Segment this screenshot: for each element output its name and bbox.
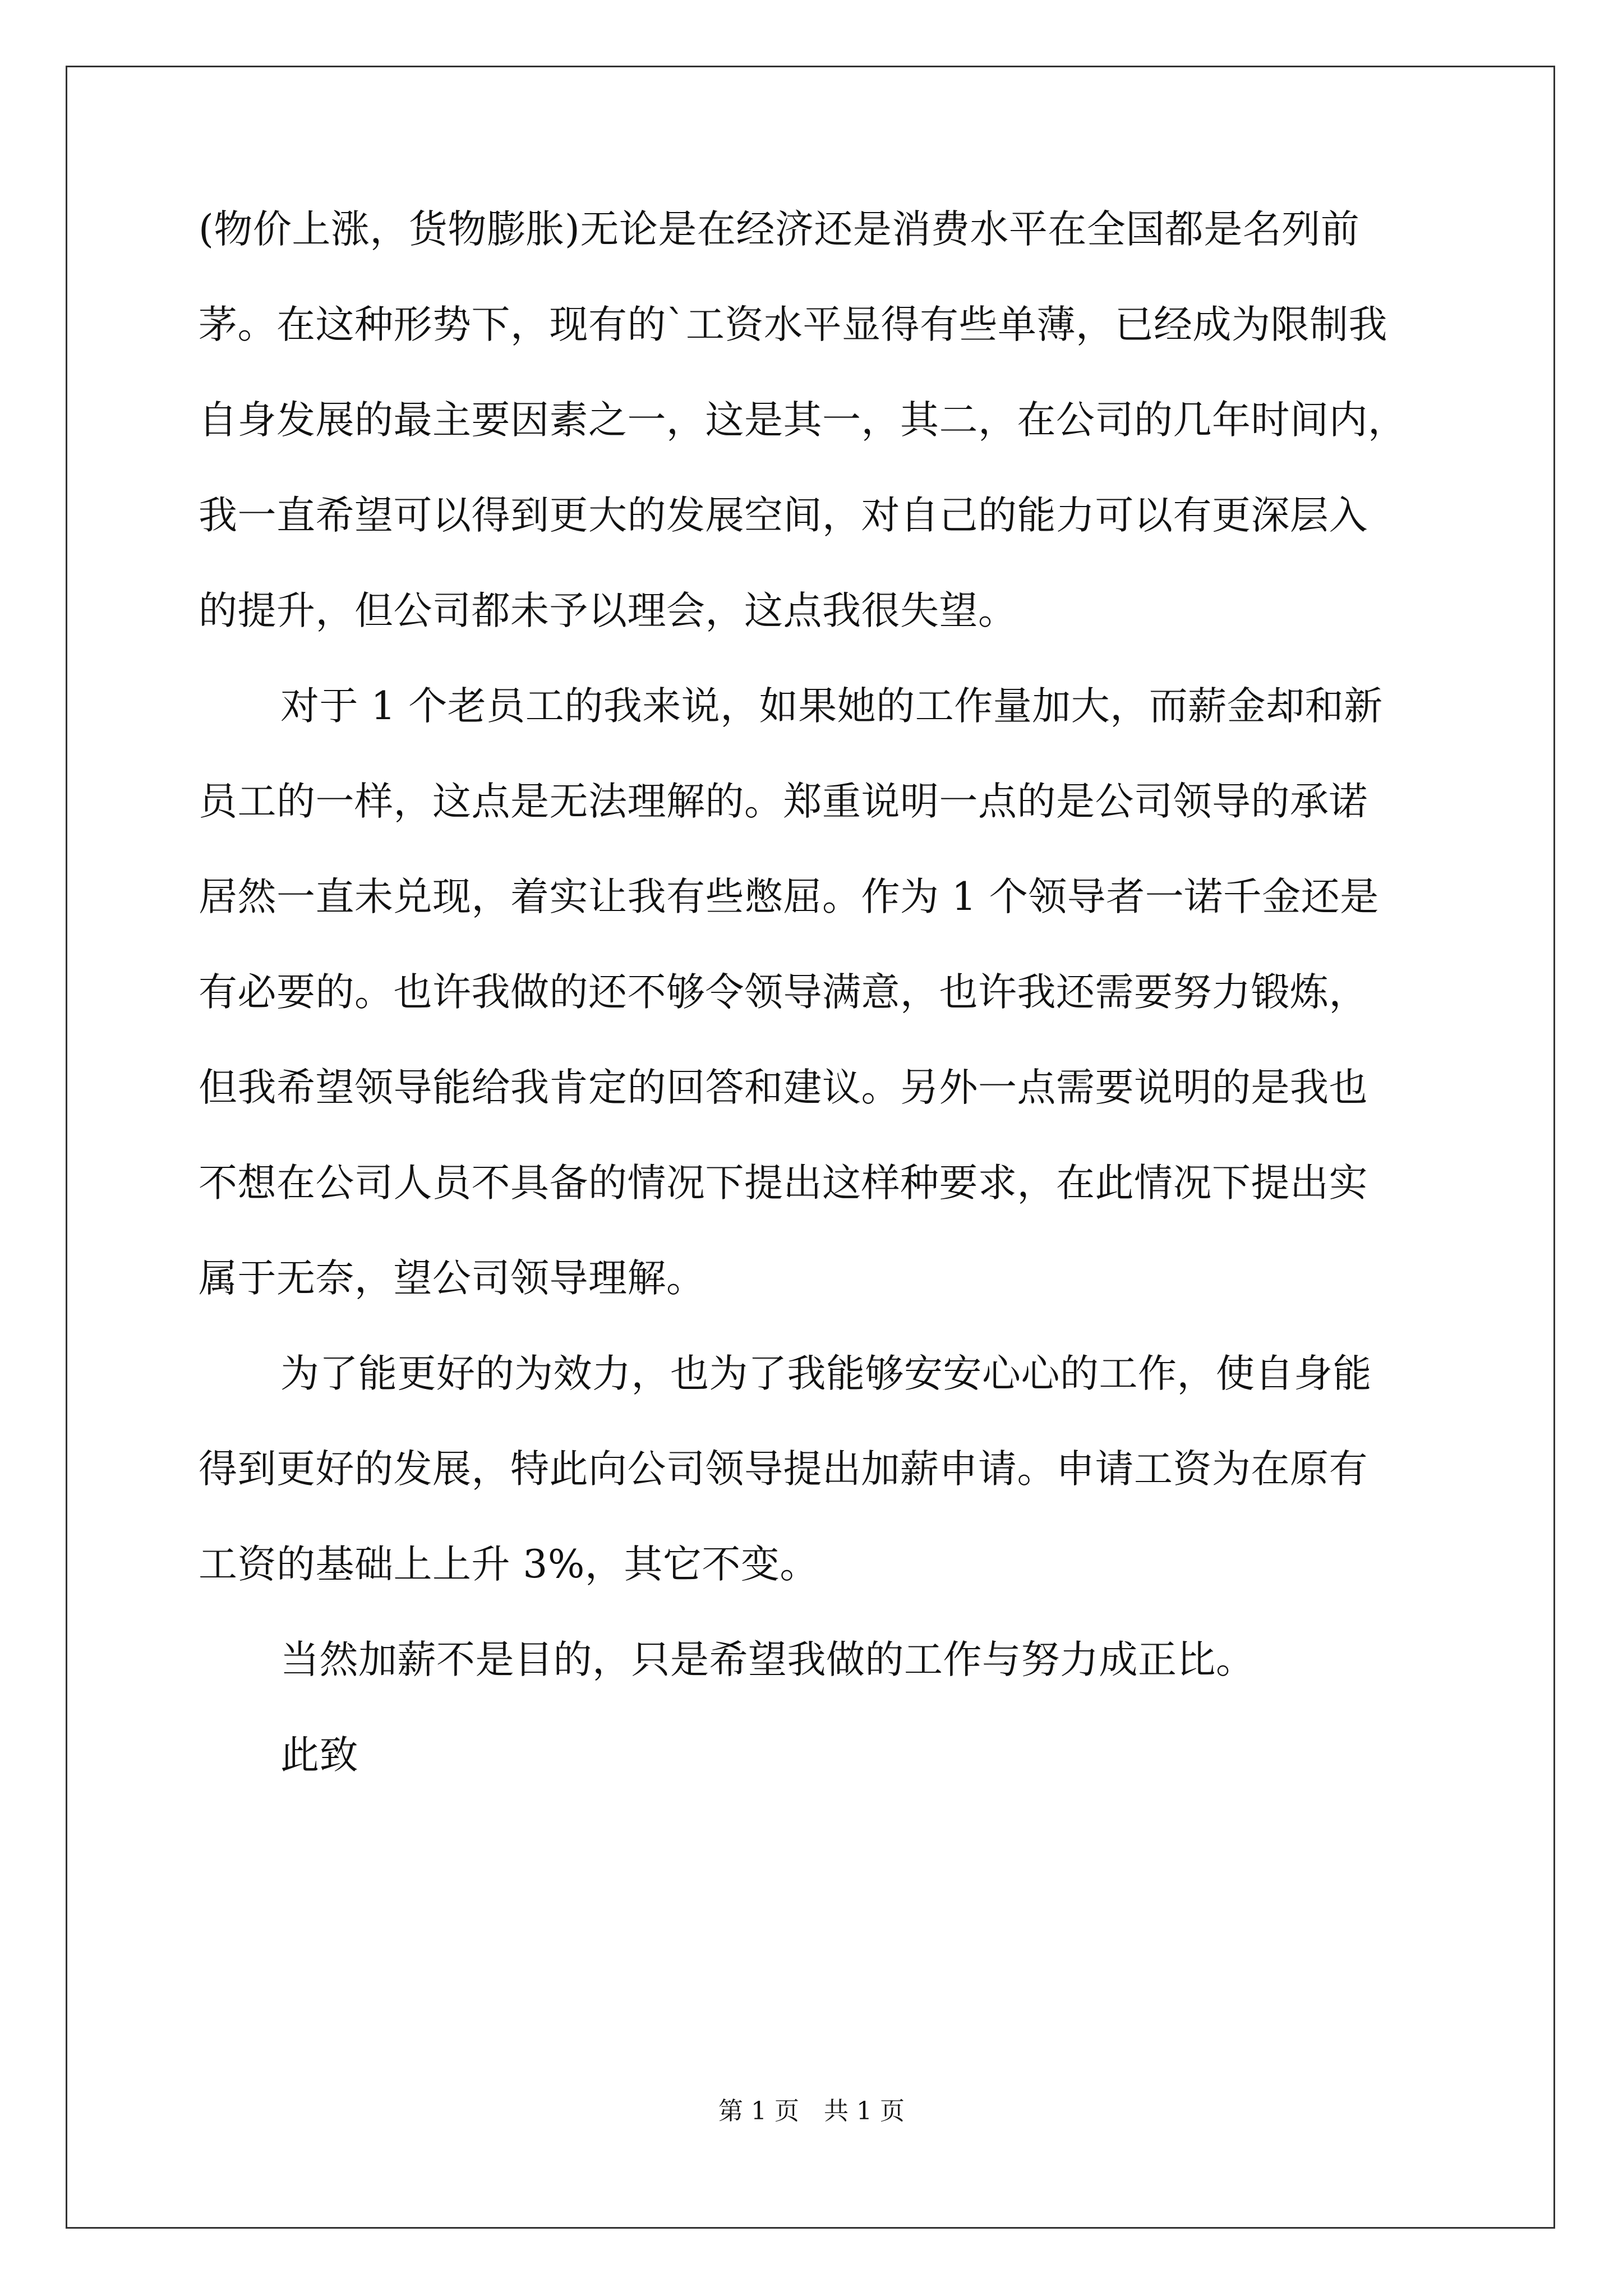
closing-salutation: 此致	[280, 1733, 358, 1778]
paragraph-start-line: 为了能更好的为效力，也为了我能够安安心心的工作，使自身能	[280, 1351, 1372, 1396]
page-border	[66, 66, 1555, 2229]
text-line: 自身发展的最主要因素之一，这是其一，其二，在公司的几年时间内，	[199, 398, 1407, 443]
text-line: 我一直希望可以得到更大的发展空间，对自己的能力可以有更深层入	[199, 493, 1368, 538]
text-line: 员工的一样，这点是无法理解的。郑重说明一点的是公司领导的承诺	[199, 779, 1368, 824]
text-line: 的提升，但公司都未予以理会，这点我很失望。	[199, 588, 1017, 633]
text-line: 工资的基础上上升 3%，其它不变。	[199, 1542, 819, 1587]
text-line: 但我希望领导能给我肯定的回答和建议。另外一点需要说明的是我也	[199, 1065, 1368, 1110]
text-line: 有必要的。也许我做的还不够令领导满意，也许我还需要努力锻炼，	[199, 970, 1368, 1015]
text-line: 得到更好的发展，特此向公司领导提出加薪申请。申请工资为在原有	[199, 1447, 1368, 1492]
text-line: 不想在公司人员不具备的情况下提出这样种要求，在此情况下提出实	[199, 1161, 1368, 1205]
text-line: 茅。在这种形势下，现有的`工资水平显得有些单薄，已经成为限制我	[199, 302, 1387, 347]
paragraph-start-line: 对于 1 个老员工的我来说，如果她的工作量加大，而薪金却和新	[280, 684, 1383, 729]
text-line: 居然一直未兑现，着实让我有些憋屈。作为 1 个领导者一诺千金还是	[199, 875, 1379, 919]
paragraph-start-line: 当然加薪不是目的，只是希望我做的工作与努力成正比。	[280, 1637, 1255, 1682]
page-footer: 第 1 页 共 1 页	[718, 2097, 905, 2125]
text-line: 属于无奈，望公司领导理解。	[199, 1256, 706, 1301]
text-line: (物价上涨，货物膨胀)无论是在经济还是消费水平在全国都是名列前	[199, 207, 1360, 252]
